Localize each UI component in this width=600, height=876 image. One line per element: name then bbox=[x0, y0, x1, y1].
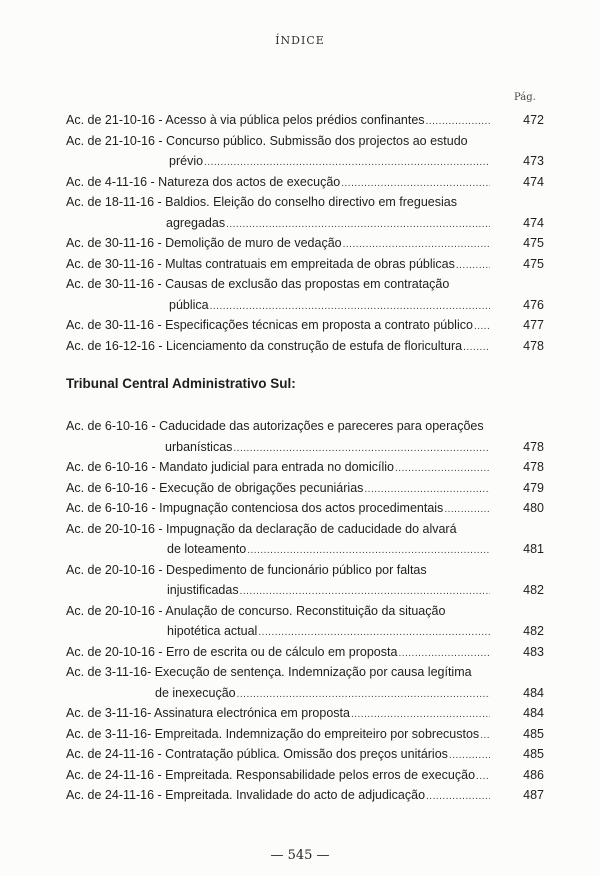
section-heading: Tribunal Central Administrativo Sul: bbox=[66, 376, 296, 391]
index-entry bbox=[66, 233, 544, 254]
index-entry-line bbox=[66, 254, 544, 275]
index-entry bbox=[66, 703, 544, 724]
index-entry-line bbox=[66, 478, 544, 499]
index-entry bbox=[66, 498, 544, 519]
entry-page-number: 479 bbox=[523, 480, 544, 495]
index-entry bbox=[66, 724, 544, 745]
entry-text: Ac. de 16-12-16 - Licenciamento da construção de estufa de floricultura bbox=[66, 338, 463, 353]
dot-leader bbox=[444, 500, 490, 521]
index-entry-line bbox=[66, 192, 544, 213]
entry-text: Ac. de 4-11-16 - Natureza dos actos de execução bbox=[66, 174, 341, 189]
entry-page-number: 487 bbox=[523, 788, 544, 802]
entry-text: prévio bbox=[169, 154, 204, 168]
entry-text: Ac. de 18-11-16 - Baldios. Eleição do conselho directivo em freguesias bbox=[66, 195, 457, 209]
entry-page-number: 484 bbox=[523, 685, 544, 700]
index-entry-line bbox=[66, 601, 544, 622]
index-entry-line bbox=[66, 785, 544, 806]
index-entry bbox=[66, 172, 544, 193]
entry-text: Ac. de 30-11-16 - Causas de exclusão das propostas em contratação bbox=[66, 277, 450, 291]
dot-leader bbox=[210, 297, 490, 318]
index-entry-line bbox=[66, 621, 544, 642]
dot-leader bbox=[247, 541, 490, 562]
index-entry bbox=[66, 457, 544, 478]
index-entry-line bbox=[66, 131, 544, 152]
entry-text: Ac. de 3-11-16- Execução de sentença. Indemnização por causa legítima bbox=[66, 665, 472, 679]
dot-leader bbox=[449, 746, 490, 767]
index-entry-line bbox=[66, 151, 544, 172]
dot-leader bbox=[237, 685, 490, 706]
page-number-footer: — 545 — bbox=[270, 848, 330, 863]
index-entry-line bbox=[66, 724, 544, 745]
index-entry-line bbox=[66, 233, 544, 254]
entry-page-number: 482 bbox=[523, 624, 544, 638]
entry-text: Ac. de 3-11-16- Empreitada. Indemnização do empreiteiro por sobrecustos bbox=[66, 726, 480, 741]
entry-text: Ac. de 30-11-16 - Especificações técnicas em proposta a contrato público bbox=[66, 318, 473, 332]
entry-page-number: 474 bbox=[523, 215, 544, 230]
index-entry-line bbox=[66, 110, 544, 131]
dot-leader bbox=[258, 623, 490, 644]
entry-page-number: 484 bbox=[523, 706, 544, 720]
entry-page-number: 474 bbox=[523, 174, 544, 189]
entry-page-number: 475 bbox=[523, 236, 544, 250]
dot-leader bbox=[226, 215, 490, 236]
entry-text: Ac. de 21-10-16 - Concurso público. Submissão dos projectos ao estudo bbox=[66, 133, 468, 148]
entry-page-number: 476 bbox=[523, 297, 544, 312]
entry-text: urbanísticas bbox=[165, 439, 233, 454]
index-entry-line bbox=[66, 336, 544, 357]
entry-text: pública bbox=[169, 297, 209, 312]
index-entry-line bbox=[66, 662, 544, 683]
index-section-2 bbox=[66, 416, 544, 806]
index-entry-line bbox=[66, 315, 544, 336]
index-entry bbox=[66, 601, 544, 642]
dot-leader bbox=[343, 235, 490, 256]
page-column-label: Pág. bbox=[514, 92, 536, 103]
dot-leader bbox=[240, 582, 490, 603]
entry-text: Ac. de 20-10-16 - Erro de escrita ou de cálculo em proposta bbox=[66, 644, 398, 659]
index-entry-line bbox=[66, 519, 544, 540]
dot-leader bbox=[364, 480, 490, 501]
entry-text: Ac. de 6-10-16 - Execução de obrigações pecuniárias bbox=[66, 480, 364, 495]
index-entry-line bbox=[66, 498, 544, 519]
index-entry-line bbox=[66, 172, 544, 193]
index-entry-line bbox=[66, 213, 544, 234]
index-entry bbox=[66, 642, 544, 663]
entry-page-number: 477 bbox=[523, 318, 544, 332]
entry-text: Ac. de 6-10-16 - Caducidade das autorizações e pareceres para operações bbox=[66, 419, 484, 433]
entry-text: Ac. de 6-10-16 - Impugnação contenciosa dos actos procedimentais bbox=[66, 501, 444, 515]
entry-page-number: 483 bbox=[523, 644, 544, 659]
index-entry bbox=[66, 254, 544, 275]
dot-leader bbox=[476, 767, 490, 788]
index-entry bbox=[66, 519, 544, 560]
index-entry-line bbox=[66, 560, 544, 581]
index-entry-line bbox=[66, 765, 544, 786]
dot-leader bbox=[395, 459, 490, 480]
entry-text: Ac. de 6-10-16 - Mandato judicial para entrada no domicílio bbox=[66, 460, 394, 474]
index-entry bbox=[66, 744, 544, 765]
dot-leader bbox=[426, 787, 490, 808]
index-entry bbox=[66, 765, 544, 786]
index-entry bbox=[66, 416, 544, 457]
index-entry bbox=[66, 131, 544, 172]
index-entry-line bbox=[66, 683, 544, 704]
dot-leader bbox=[474, 317, 490, 338]
dot-leader bbox=[204, 153, 490, 174]
index-entry-line bbox=[66, 539, 544, 560]
entry-text: Ac. de 30-11-16 - Multas contratuais em empreitada de obras públicas bbox=[66, 256, 455, 271]
entry-page-number: 478 bbox=[523, 439, 544, 454]
index-entry bbox=[66, 336, 544, 357]
index-section-1 bbox=[66, 110, 544, 356]
entry-text: hipotética actual bbox=[167, 624, 258, 638]
entry-text: de loteamento bbox=[167, 542, 247, 556]
index-entry-line bbox=[66, 703, 544, 724]
dot-leader bbox=[341, 174, 490, 195]
dot-leader bbox=[456, 256, 490, 277]
entry-text: de inexecução bbox=[155, 685, 236, 700]
entry-text: Ac. de 3-11-16- Assinatura electrónica em proposta bbox=[66, 706, 350, 720]
entry-page-number: 485 bbox=[523, 747, 544, 761]
entry-text: Ac. de 21-10-16 - Acesso à via pública pelos prédios confinantes bbox=[66, 113, 425, 127]
index-entry-line bbox=[66, 642, 544, 663]
entry-page-number: 472 bbox=[523, 113, 544, 127]
index-entry bbox=[66, 315, 544, 336]
entry-text: Ac. de 24-11-16 - Contratação pública. Omissão dos preços unitários bbox=[66, 747, 448, 761]
index-entry-line bbox=[66, 457, 544, 478]
index-entry bbox=[66, 192, 544, 233]
entry-page-number: 475 bbox=[523, 256, 544, 271]
index-entry-line bbox=[66, 274, 544, 295]
entry-page-number: 480 bbox=[523, 501, 544, 515]
dot-leader bbox=[233, 439, 490, 460]
index-entry bbox=[66, 274, 544, 315]
entry-text: Ac. de 30-11-16 - Demolição de muro de vedação bbox=[66, 236, 342, 250]
entry-text: agregadas bbox=[166, 215, 226, 230]
entry-page-number: 486 bbox=[523, 767, 544, 782]
entry-text: Ac. de 20-10-16 - Impugnação da declaração de caducidade do alvará bbox=[66, 521, 457, 536]
index-entry bbox=[66, 560, 544, 601]
dot-leader bbox=[480, 726, 490, 747]
dot-leader bbox=[463, 338, 490, 359]
running-header: ÍNDICE bbox=[275, 34, 325, 47]
index-entry bbox=[66, 110, 544, 131]
index-entry bbox=[66, 478, 544, 499]
index-entry-line bbox=[66, 295, 544, 316]
dot-leader bbox=[426, 112, 490, 133]
index-entry-line bbox=[66, 437, 544, 458]
entry-page-number: 473 bbox=[523, 154, 544, 168]
index-entry bbox=[66, 785, 544, 806]
entry-page-number: 485 bbox=[523, 726, 544, 741]
entry-text: Ac. de 24-11-16 - Empreitada. Responsabilidade pelos erros de execução bbox=[66, 767, 476, 782]
index-entry-line bbox=[66, 416, 544, 437]
entry-text: Ac. de 24-11-16 - Empreitada. Invalidade do acto de adjudicação bbox=[66, 788, 426, 802]
entry-page-number: 478 bbox=[523, 338, 544, 353]
entry-page-number: 482 bbox=[523, 583, 544, 597]
entry-page-number: 481 bbox=[523, 542, 544, 556]
entry-text: Ac. de 20-10-16 - Anulação de concurso. Reconstituição da situação bbox=[66, 603, 446, 618]
index-entry-line bbox=[66, 744, 544, 765]
index-entry bbox=[66, 662, 544, 703]
dot-leader bbox=[398, 644, 490, 665]
entry-text: Ac. de 20-10-16 - Despedimento de funcionário público por faltas bbox=[66, 562, 427, 577]
dot-leader bbox=[351, 705, 490, 726]
index-entry-line bbox=[66, 580, 544, 601]
entry-text: injustificadas bbox=[167, 583, 239, 597]
entry-page-number: 478 bbox=[523, 460, 544, 474]
